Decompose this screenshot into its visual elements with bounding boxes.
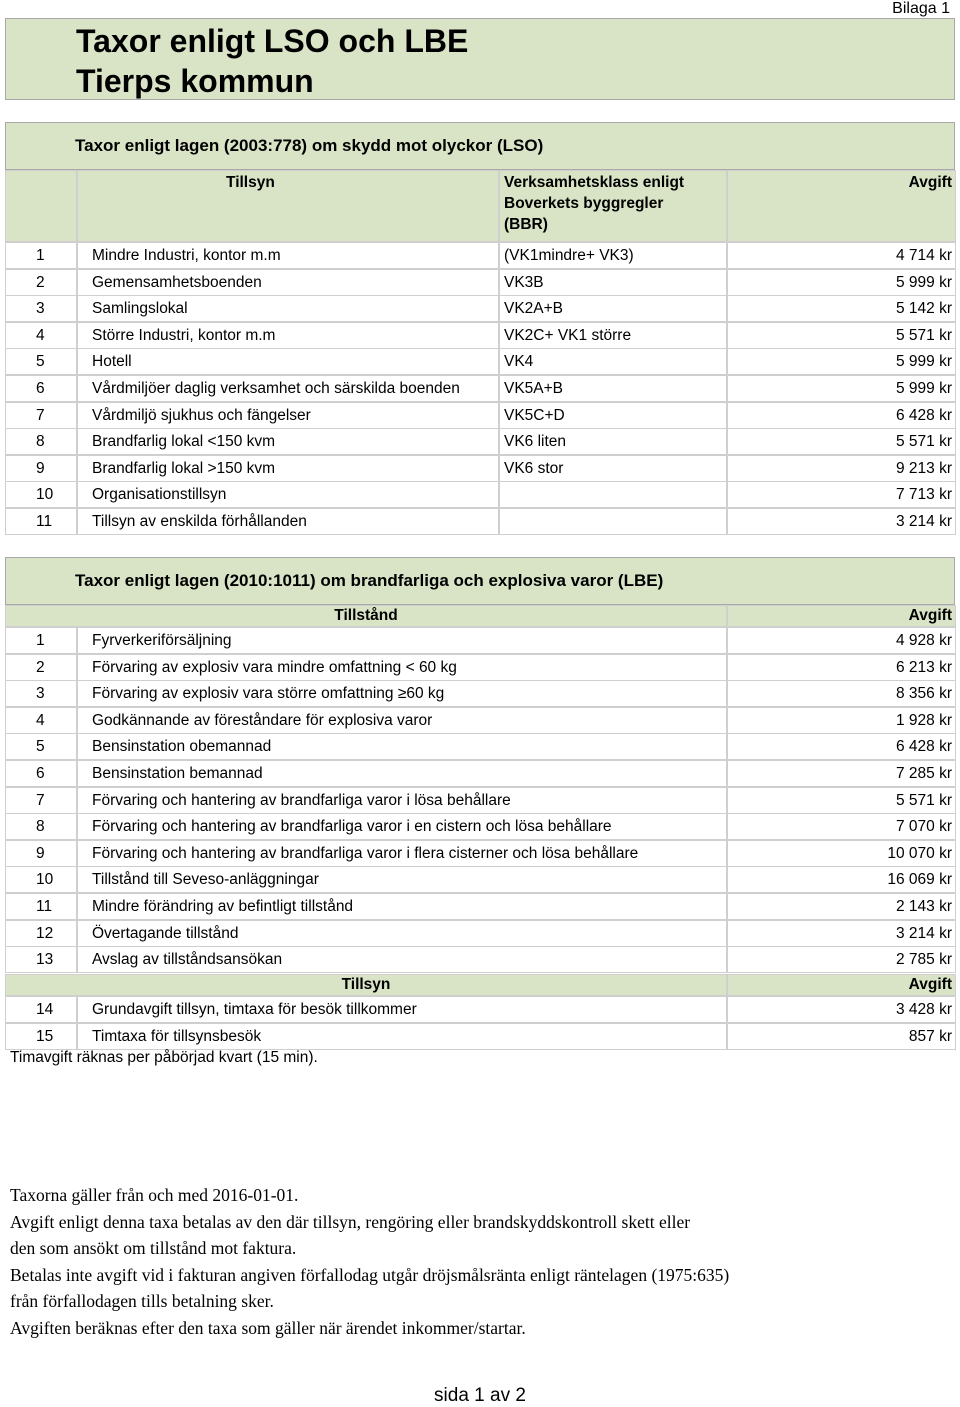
row-number: 3 (5, 295, 77, 322)
lbe-heading: Taxor enligt lagen (2010:1011) om brandfarliga och explosiva varor (LBE) (75, 571, 664, 590)
row-number: 8 (5, 813, 77, 840)
row-fee: 2 143 kr (727, 893, 956, 920)
row-fee: 6 213 kr (727, 654, 956, 681)
row-number: 10 (5, 866, 77, 893)
row-description: Förvaring och hantering av brandfarliga varor i lösa behållare (77, 787, 727, 814)
row-fee: 1 928 kr (727, 707, 956, 734)
row-description: Gemensamhetsboenden (77, 269, 499, 296)
attachment-label: Bilaga 1 (892, 0, 950, 17)
table-row (5, 840, 956, 867)
row-fee: 5 999 kr (727, 348, 956, 375)
row-number: 4 (5, 322, 77, 349)
row-number: 9 (5, 840, 77, 867)
note-line: Taxorna gäller från och med 2016-01-01. (10, 1185, 299, 1205)
row-number: 11 (5, 508, 77, 535)
note-line: den som ansökt om tillstånd mot faktura. (10, 1238, 297, 1258)
lso-header-tillsyn: Tillsyn (77, 170, 499, 242)
table-row (5, 428, 956, 455)
row-fee: 3 214 kr (727, 920, 956, 947)
row-fee: 6 428 kr (727, 733, 956, 760)
row-class (499, 508, 727, 535)
lbe-tillsyn-header-row (5, 974, 956, 996)
row-description: Brandfarlig lokal <150 kvm (77, 428, 499, 455)
lbe-header-row (5, 605, 956, 627)
title-line-1: Taxor enligt LSO och LBE (76, 23, 469, 59)
lbe-header-fee: Avgift (727, 605, 956, 627)
row-fee: 6 428 kr (727, 402, 956, 429)
row-fee: 5 571 kr (727, 787, 956, 814)
row-description: Tillsyn av enskilda förhållanden (77, 508, 499, 535)
table-row (5, 402, 956, 429)
row-fee: 7 713 kr (727, 481, 956, 508)
row-description: Organisationstillsyn (77, 481, 499, 508)
row-fee: 5 999 kr (727, 375, 956, 402)
row-number: 14 (5, 996, 77, 1023)
row-number: 7 (5, 402, 77, 429)
row-description: Samlingslokal (77, 295, 499, 322)
row-number: 1 (5, 242, 77, 269)
row-fee: 7 070 kr (727, 813, 956, 840)
row-fee: 5 142 kr (727, 295, 956, 322)
note-line: Avgift enligt denna taxa betalas av den där tillsyn, rengöring eller brandskyddskontroll skett eller (10, 1211, 691, 1232)
row-number: 6 (5, 375, 77, 402)
row-description: Övertagande tillstånd (77, 920, 727, 947)
row-number: 7 (5, 787, 77, 814)
row-fee: 8 356 kr (727, 680, 956, 707)
lso-heading-box (5, 122, 955, 170)
row-description: Fyrverkeriförsäljning (77, 627, 727, 654)
lbe-header-fee-2: Avgift (727, 974, 956, 996)
row-fee: 5 571 kr (727, 428, 956, 455)
row-number: 3 (5, 680, 77, 707)
row-description: Förvaring av explosiv vara större omfattning ≥60 kg (77, 680, 727, 707)
row-fee: 5 999 kr (727, 269, 956, 296)
row-fee: 2 785 kr (727, 946, 956, 973)
row-fee: 4 928 kr (727, 627, 956, 654)
table-row (5, 627, 956, 654)
row-number: 15 (5, 1023, 77, 1050)
lso-header-class (499, 170, 727, 242)
row-number: 13 (5, 946, 77, 973)
row-fee: 3 428 kr (727, 996, 956, 1023)
lso-header-class-l1: Verksamhetsklass enligt (504, 174, 685, 191)
row-number: 2 (5, 654, 77, 681)
lbe-header-tillstand: Tillstånd (5, 605, 727, 627)
lbe-heading-box (5, 557, 955, 605)
row-description: Bensinstation bemannad (77, 760, 727, 787)
row-description: Grundavgift tillsyn, timtaxa för besök tillkommer (77, 996, 727, 1023)
title-line-2: Tierps kommun (76, 63, 314, 99)
table-row (5, 813, 956, 840)
page-number: sida 1 av 2 (434, 1385, 526, 1406)
row-description: Bensinstation obemannad (77, 733, 727, 760)
table-row (5, 946, 956, 973)
hourly-fee-note: Timavgift räknas per påbörjad kvart (15 min). (10, 1049, 318, 1066)
table-row (5, 787, 956, 814)
row-fee: 9 213 kr (727, 455, 956, 482)
general-notes (10, 1182, 729, 1341)
table-row (5, 269, 956, 296)
table-row (5, 866, 956, 893)
row-description: Avslag av tillståndsansökan (77, 946, 727, 973)
table-row (5, 1023, 956, 1050)
row-description: Förvaring av explosiv vara mindre omfattning < 60 kg (77, 654, 727, 681)
row-class: VK6 liten (499, 428, 727, 455)
row-description: Godkännande av föreståndare för explosiva varor (77, 707, 727, 734)
note-line: Avgiften beräknas efter den taxa som gäller när ärendet inkommer/startar. (10, 1317, 526, 1338)
table-row (5, 508, 956, 535)
row-fee: 5 571 kr (727, 322, 956, 349)
row-description: Vårdmiljöer daglig verksamhet och särskilda boenden (77, 375, 499, 402)
row-fee: 7 285 kr (727, 760, 956, 787)
row-fee: 3 214 kr (727, 508, 956, 535)
table-row (5, 455, 956, 482)
row-number: 10 (5, 481, 77, 508)
lso-header-fee: Avgift (727, 170, 956, 242)
row-number: 2 (5, 269, 77, 296)
row-class: VK6 stor (499, 455, 727, 482)
row-fee: 10 070 kr (727, 840, 956, 867)
table-row (5, 920, 956, 947)
row-number: 1 (5, 627, 77, 654)
table-row (5, 481, 956, 508)
row-number: 6 (5, 760, 77, 787)
row-description: Timtaxa för tillsynsbesök (77, 1023, 727, 1050)
lbe-header-tillsyn: Tillsyn (5, 974, 727, 996)
row-class: VK3B (499, 269, 727, 296)
table-row (5, 242, 956, 269)
row-number: 8 (5, 428, 77, 455)
row-description: Vårdmiljö sjukhus och fängelser (77, 402, 499, 429)
lso-header-num (5, 170, 77, 242)
lso-header-row (5, 170, 956, 242)
row-class (499, 481, 727, 508)
row-fee: 16 069 kr (727, 866, 956, 893)
row-class: VK2C+ VK1 större (499, 322, 727, 349)
row-fee: 4 714 kr (727, 242, 956, 269)
table-row (5, 893, 956, 920)
row-description: Förvaring och hantering av brandfarliga varor i en cistern och lösa behållare (77, 813, 727, 840)
table-row (5, 707, 956, 734)
row-number: 11 (5, 893, 77, 920)
table-row (5, 295, 956, 322)
table-row (5, 348, 956, 375)
table-row (5, 733, 956, 760)
lso-header-class-l2: Boverkets byggregler (504, 195, 664, 212)
row-description: Mindre förändring av befintligt tillstånd (77, 893, 727, 920)
lso-heading: Taxor enligt lagen (2003:778) om skydd mot olyckor (LSO) (75, 136, 544, 155)
note-line: Betalas inte avgift vid i fakturan angiven förfallodag utgår dröjsmålsränta enligt räntelagen (1975:635) (10, 1264, 730, 1285)
row-class: VK2A+B (499, 295, 727, 322)
row-description: Mindre Industri, kontor m.m (77, 242, 499, 269)
table-row (5, 654, 956, 681)
row-description: Tillstånd till Seveso-anläggningar (77, 866, 727, 893)
table-row (5, 375, 956, 402)
row-number: 4 (5, 707, 77, 734)
lso-header-class-l3: (BBR) (504, 216, 548, 233)
row-class: VK5A+B (499, 375, 727, 402)
note-line: från förfallodagen tills betalning sker. (10, 1291, 274, 1311)
row-number: 5 (5, 733, 77, 760)
row-fee: 857 kr (727, 1023, 956, 1050)
row-class: (VK1mindre+ VK3) (499, 242, 727, 269)
row-description: Större Industri, kontor m.m (77, 322, 499, 349)
row-class: VK4 (499, 348, 727, 375)
row-class: VK5C+D (499, 402, 727, 429)
row-description: Förvaring och hantering av brandfarliga varor i flera cisterner och lösa behållare (77, 840, 727, 867)
row-number: 9 (5, 455, 77, 482)
row-number: 12 (5, 920, 77, 947)
table-row (5, 322, 956, 349)
table-row (5, 680, 956, 707)
page-title (76, 21, 468, 101)
table-row (5, 996, 956, 1023)
row-description: Brandfarlig lokal >150 kvm (77, 455, 499, 482)
table-row (5, 760, 956, 787)
title-box (5, 18, 955, 100)
row-description: Hotell (77, 348, 499, 375)
row-number: 5 (5, 348, 77, 375)
